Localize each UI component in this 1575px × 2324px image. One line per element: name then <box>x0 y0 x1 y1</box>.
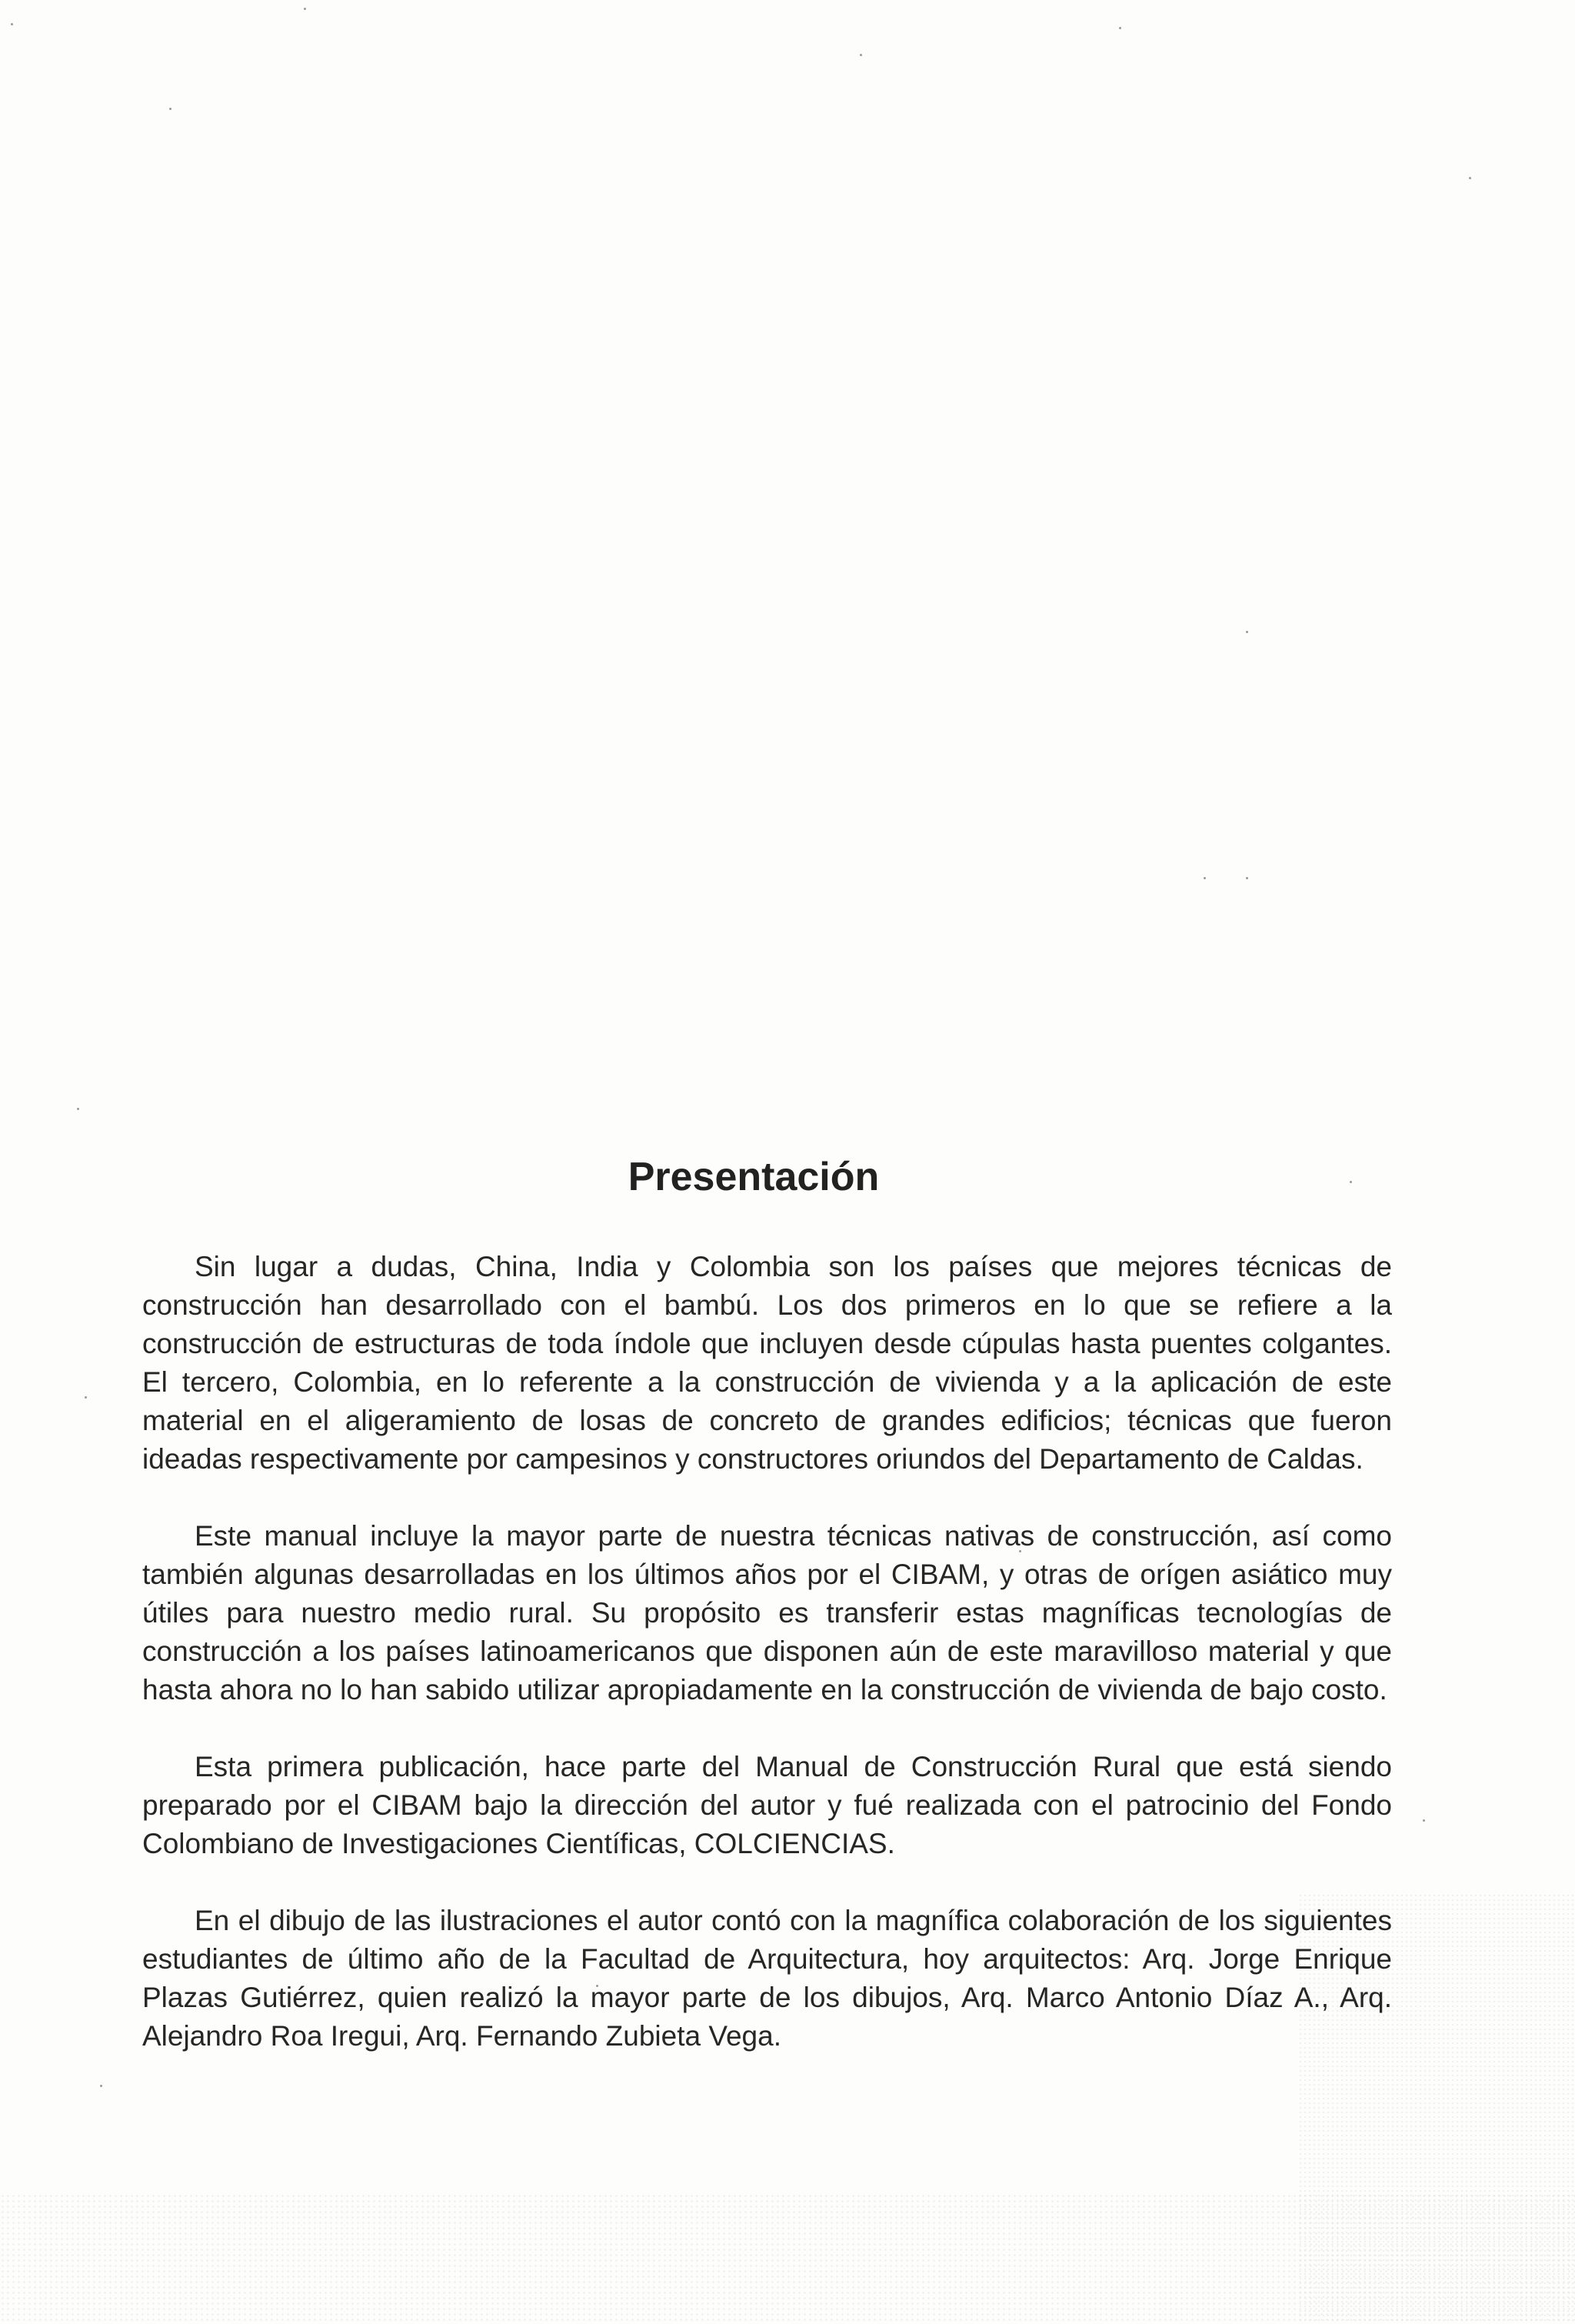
paragraph-4: En el dibujo de las ilustraciones el autor contó con la magnífica colaboración de los siguientes estudiantes de último año de la Facultad de Arquitectura, hoy arquitectos: Arq. Jorge Enrique Plazas Gutiérrez, quien realizó la mayor parte de los dibujos, Arq. Marco Antonio Díaz A., Arq. Alejandro Roa Iregui, Arq. Fernando Zubieta Vega. <box>142 1905 1392 2052</box>
scan-speck <box>860 54 862 56</box>
paragraph-1: Sin lugar a dudas, China, India y Colombia son los países que mejores técnicas de construcción han desarrollado con el bambú. Los dos primeros en lo que se refiere a la construcción de estructuras de toda índole que incluyen desde cúpulas hasta puentes colgantes. El tercero, Colombia, en lo referente a la construcción de vivienda y a la aplicación de este material en el aligeramiento de losas de concreto de grandes edificios; técnicas que fueron ideadas respectivamente por campesinos y constructores oriundos del Departamento de Caldas. <box>142 1251 1392 1475</box>
scan-speck <box>304 8 306 10</box>
scan-speck <box>85 1396 87 1399</box>
page-title: Presentación <box>628 1155 880 1199</box>
scan-speck <box>1204 877 1206 879</box>
scan-speck <box>77 1108 79 1110</box>
scan-speck <box>1119 27 1121 29</box>
scan-speck <box>169 108 171 110</box>
scan-speck <box>1469 177 1471 179</box>
scan-speck <box>11 23 13 25</box>
scan-speck <box>1246 877 1248 879</box>
scan-speck <box>1423 1819 1425 1822</box>
scan-speck <box>100 2085 102 2087</box>
body-text <box>142 1248 1392 2094</box>
paragraph-3: Esta primera publicación, hace parte del Manual de Construcción Rural que está siendo preparado por el CIBAM bajo la dirección del autor y fué realizada con el patrocinio del Fondo Colombiano de Investigaciones Científicas, COLCIENCIAS. <box>142 1751 1392 1859</box>
scan-speck <box>1246 631 1248 633</box>
paragraph-2: Este manual incluye la mayor parte de nuestra técnicas nativas de construcción, así como también algunas desarrolladas en los últimos años por el CIBAM, y otras de orígen asiático muy útiles para nuestro medio rural. Su propósito es transferir estas magníficas tecnologías de construcción a los países latinoamericanos que disponen aún de este maravilloso material y que hasta ahora no lo han sabido utilizar apropiadamente en la construcción de vivienda de bajo costo. <box>142 1520 1392 1705</box>
